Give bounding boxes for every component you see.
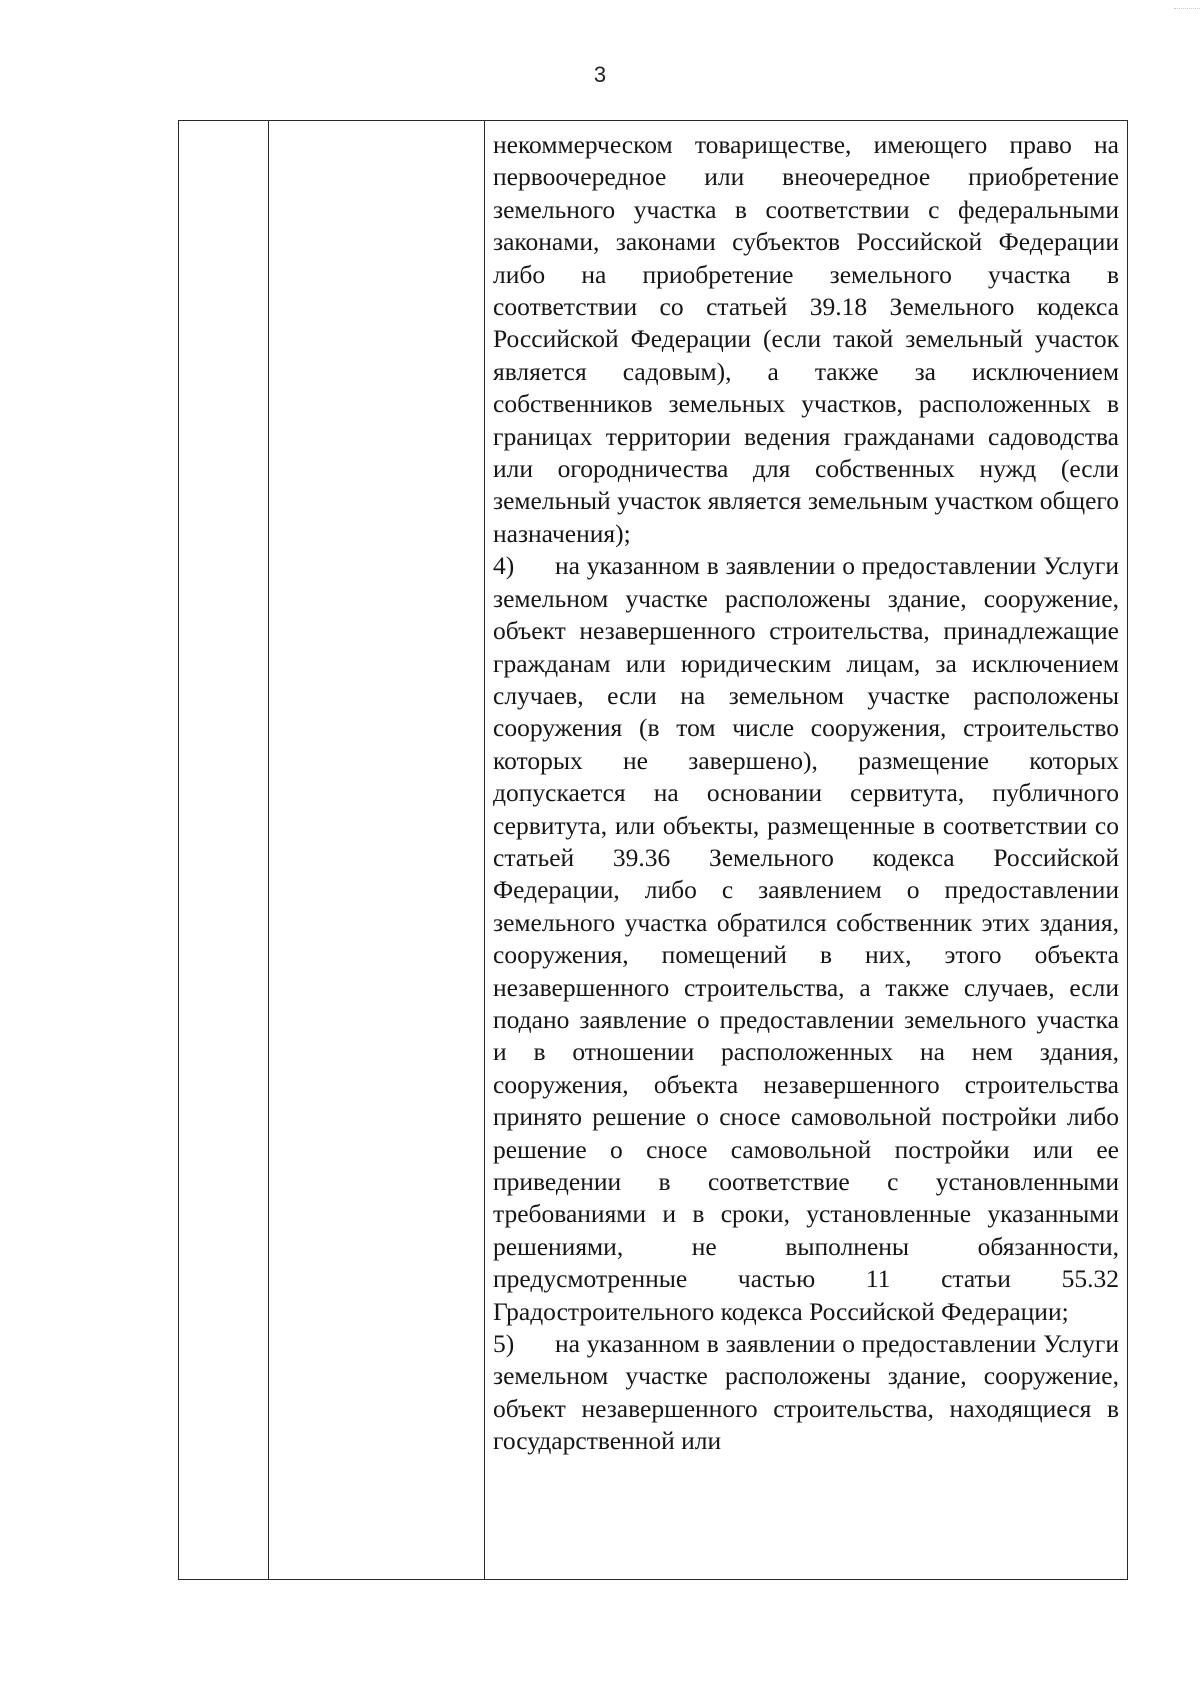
paragraph-text: некоммерческом товариществе, имеющего право на первоочередное или внеочередное приобретение земельного участка в соответствии с федеральными законами, законами субъектов Российской Федерации либо на приобретение земельного участка в соответствии со статьей 39.18 Земельного кодекса Российской Федерации (если такой земельный участок является садовым), а также за исключением собственников земельных участков, расположенных в границах территории ведения гражданами садоводства или огородничества для собственных нужд (если земельный участок является земельным участком общего назначения);	[493, 130, 1119, 548]
page-number: 3	[593, 62, 607, 87]
scan-edge-mark	[1174, 0, 1200, 9]
list-item-5	[493, 1328, 1119, 1458]
list-item-4	[493, 550, 1119, 1328]
list-item-number: 4)	[493, 551, 515, 581]
paragraph-continuation	[493, 129, 1119, 550]
list-item-number: 5)	[493, 1329, 515, 1359]
paragraph-text: на указанном в заявлении о предоставлении Услуги земельном участке расположены здание, сооружение, объект незавершенного строительства, находящиеся в государственной или	[493, 1329, 1119, 1456]
table-column-text	[485, 121, 1127, 1579]
document-table	[178, 120, 1128, 1580]
paragraph-text: на указанном в заявлении о предоставлении Услуги земельном участке расположены здание, сооружение, объект незавершенного строительства, принадлежащие гражданам или юридическим лицам, за исключением случаев, если на земельном участке расположены сооружения (в том числе сооружения, строительство которых не завершено), размещение которых допускается на основании сервитута, публичного сервитута, или объекты, размещенные в соответствии со статьей 39.36 Земельного кодекса Российской Федерации, либо с заявлением о предоставлении земельного участка обратился собственник этих здания, сооружения, помещений в них, этого объекта незавершенного строительства, а также случаев, если подано заявление о предоставлении земельного участка и в отношении расположенных на нем здания, сооружения, объекта незавершенного строительства принято решение о сносе самовольной постройки либо решение о сносе самовольной постройки или ее приведении в соответствие с установленными требованиями и в сроки, установленные указанными решениями, не выполнены обязанности, предусмотренные частью 11 статьи 55.32 Градостроительного кодекса Российской Федерации;	[493, 551, 1119, 1326]
table-column-empty-2	[268, 121, 485, 1579]
table-column-empty-1	[179, 121, 269, 1579]
